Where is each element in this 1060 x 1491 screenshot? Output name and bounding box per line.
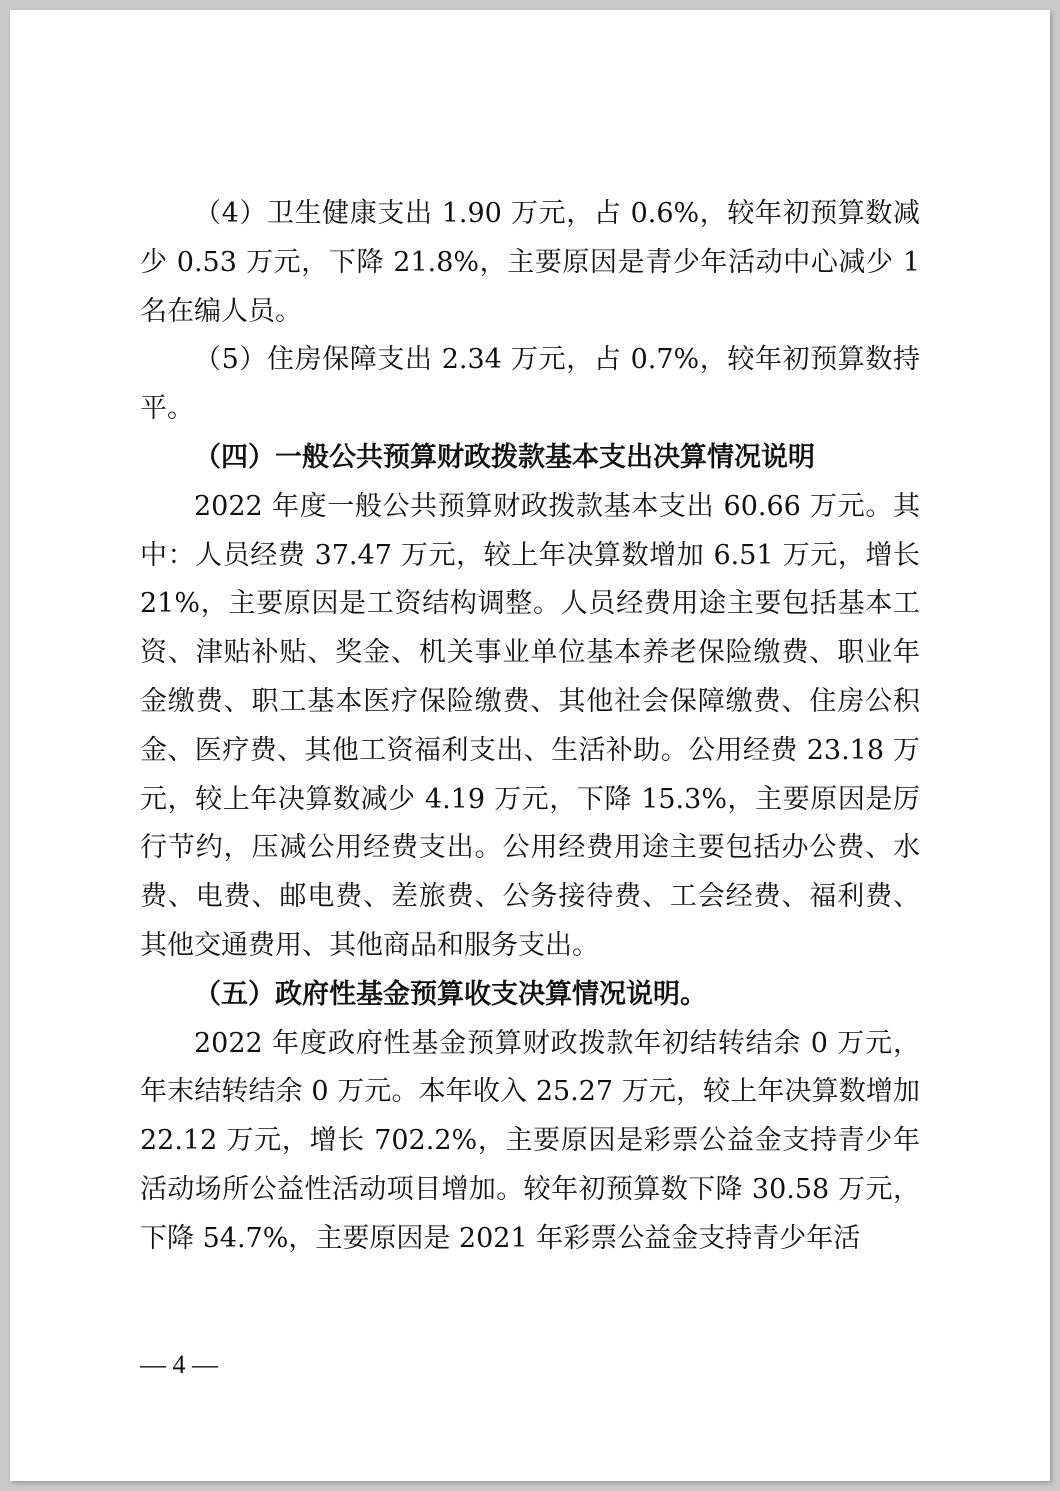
paragraph-health-expenditure: （4）卫生健康支出 1.90 万元，占 0.6%，较年初预算数减少 0.53 万元，下降 21.8%，主要原因是青少年活动中心减少 1 名在编人员。 [140, 198, 920, 327]
paragraph-basic-expenditure: 2022 年度一般公共预算财政拨款基本支出 60.66 万元。其中：人员经费 37.47 万元，较上年决算数增加 6.51 万元，增长 21%，主要原因是工资结构调整。人员经费用途主要包括基本工资、津贴补贴、奖金、机关事业单位基本养老保险缴费、职业年金缴费、职工基本医疗保险缴费、其他社会保障缴费、住房公积金、医疗费、其他工资福利支出、生活补助。公用经费 23.18 万元，较上年决算数减少 4.19 万元，下降 15.3%，主要原因是厉行节约，压减公用经费支出。公用经费用途主要包括办公费、水费、电费、邮电费、差旅费、公务接待费、工会经费、福利费、其他交通费用、其他商品和服务支出。 [140, 490, 920, 961]
section-heading-basic-expenditure: （四）一般公共预算财政拨款基本支出决算情况说明 [194, 441, 815, 473]
paragraph-housing-expenditure: （5）住房保障支出 2.34 万元，占 0.7%，较年初预算数持平。 [140, 344, 920, 425]
section-heading-government-fund: （五）政府性基金预算收支决算情况说明。 [194, 978, 707, 1010]
paragraph-government-fund: 2022 年度政府性基金预算财政拨款年初结转结余 0 万元，年末结转结余 0 万元。本年收入 25.27 万元，较上年决算数增加 22.12 万元，增长 702.2%，主要原因是彩票公益金支持青少年活动场所公益性活动项目增加。较年初预算数下降 30.58 万元，下降 54.7%，主要原因是 2021 年彩票公益金支持青少年活 [140, 1027, 920, 1254]
document-body [140, 190, 920, 1264]
page-number: — 4 — [140, 1350, 218, 1379]
